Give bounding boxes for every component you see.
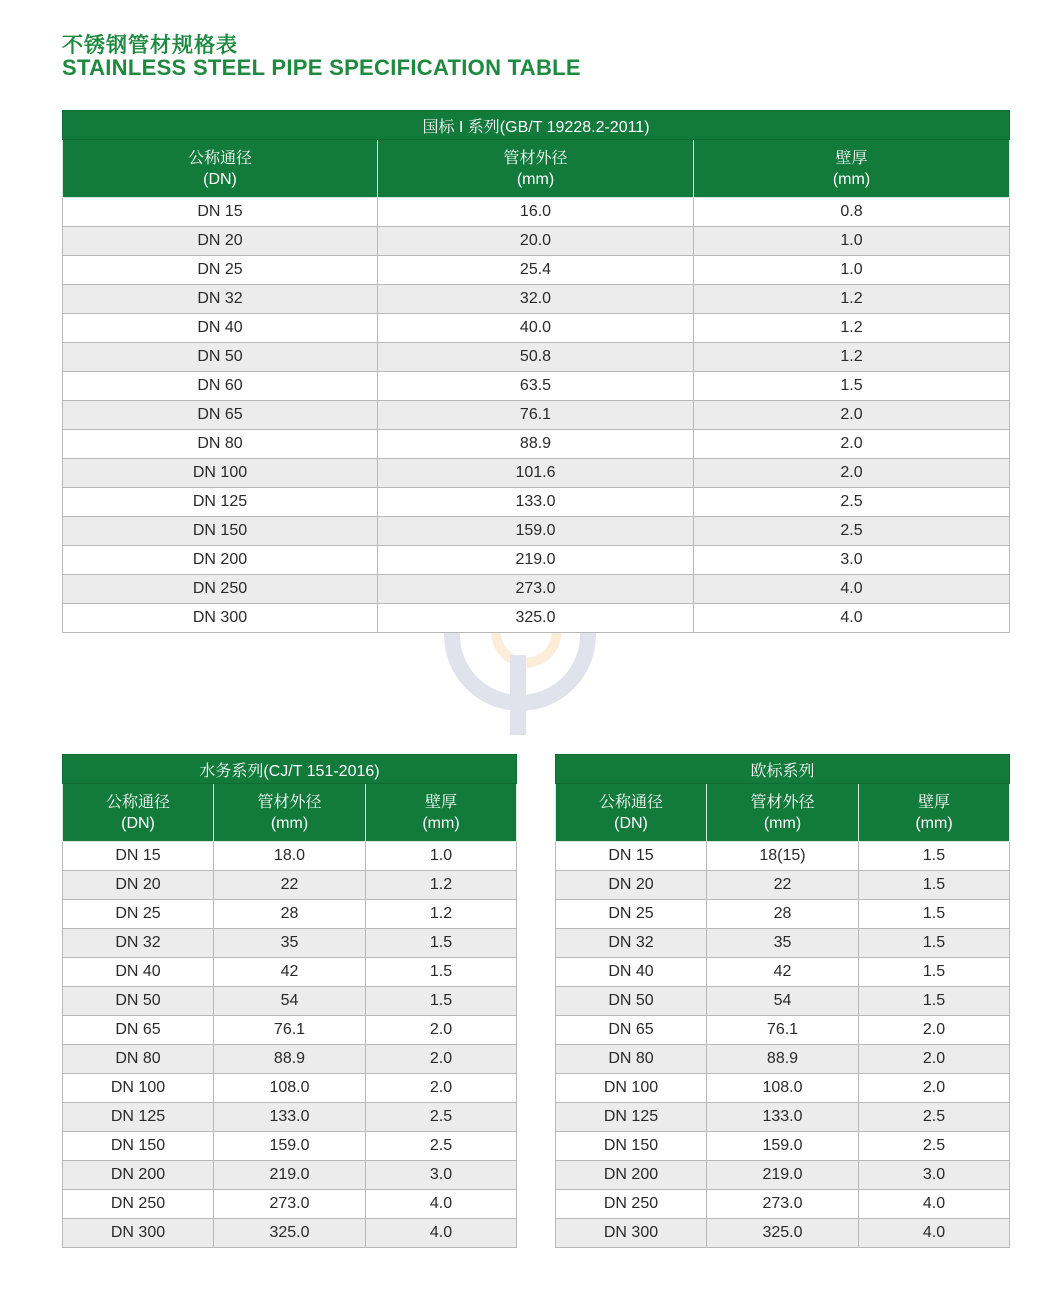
cell-wall-thickness: 4.0: [366, 1219, 517, 1248]
cell-outer-diameter: 54: [214, 987, 366, 1016]
cell-outer-diameter: 25.4: [378, 256, 694, 285]
cell-dn: DN 150: [63, 1132, 214, 1161]
cell-dn: DN 125: [63, 1103, 214, 1132]
cell-wall-thickness: 1.2: [366, 871, 517, 900]
cell-wall-thickness: 1.0: [694, 227, 1010, 256]
cell-outer-diameter: 325.0: [378, 604, 694, 633]
table-row: [63, 227, 1010, 256]
cell-dn: DN 250: [63, 575, 378, 604]
cell-dn: DN 250: [556, 1190, 707, 1219]
table-row: [63, 929, 517, 958]
cell-dn: DN 100: [556, 1074, 707, 1103]
cell-wall-thickness: 1.0: [694, 256, 1010, 285]
cell-wall-thickness: 3.0: [694, 546, 1010, 575]
page-title-en: STAINLESS STEEL PIPE SPECIFICATION TABLE: [62, 55, 581, 80]
cell-outer-diameter: 16.0: [378, 198, 694, 227]
table-row: [63, 488, 1010, 517]
cell-dn: DN 200: [556, 1161, 707, 1190]
cell-dn: DN 150: [556, 1132, 707, 1161]
cell-outer-diameter: 76.1: [707, 1016, 859, 1045]
table-caption: 国标 I 系列(GB/T 19228.2-2011): [63, 111, 1010, 140]
column-header-outer-diameter: 管材外径 (mm): [214, 784, 366, 842]
cell-outer-diameter: 28: [214, 900, 366, 929]
cell-dn: DN 65: [556, 1016, 707, 1045]
table-row: [63, 958, 517, 987]
cell-wall-thickness: 3.0: [366, 1161, 517, 1190]
cell-dn: DN 125: [63, 488, 378, 517]
cj-spec-table: [62, 754, 517, 1248]
cell-outer-diameter: 76.1: [214, 1016, 366, 1045]
table-row: [556, 1219, 1010, 1248]
table-row: [556, 1074, 1010, 1103]
cell-dn: DN 200: [63, 546, 378, 575]
cell-dn: DN 65: [63, 1016, 214, 1045]
column-header-outer-diameter: 管材外径 (mm): [707, 784, 859, 842]
cell-outer-diameter: 325.0: [214, 1219, 366, 1248]
table-row: [63, 987, 517, 1016]
cell-dn: DN 60: [63, 372, 378, 401]
table-row: [63, 575, 1010, 604]
cell-wall-thickness: 2.0: [859, 1016, 1010, 1045]
cell-outer-diameter: 18.0: [214, 842, 366, 871]
cell-wall-thickness: 1.2: [694, 314, 1010, 343]
cell-outer-diameter: 63.5: [378, 372, 694, 401]
cell-wall-thickness: 1.5: [859, 871, 1010, 900]
cell-dn: DN 300: [63, 604, 378, 633]
cell-outer-diameter: 22: [214, 871, 366, 900]
table-row: [556, 900, 1010, 929]
cell-dn: DN 20: [556, 871, 707, 900]
cell-dn: DN 20: [63, 227, 378, 256]
cell-outer-diameter: 273.0: [214, 1190, 366, 1219]
cell-dn: DN 100: [63, 459, 378, 488]
cell-outer-diameter: 35: [214, 929, 366, 958]
cell-outer-diameter: 88.9: [378, 430, 694, 459]
cell-wall-thickness: 1.5: [366, 958, 517, 987]
cell-outer-diameter: 18(15): [707, 842, 859, 871]
table-row: [63, 430, 1010, 459]
cell-wall-thickness: 2.0: [859, 1074, 1010, 1103]
cell-dn: DN 32: [63, 929, 214, 958]
column-header-wall-thickness: 壁厚 (mm): [859, 784, 1010, 842]
cell-dn: DN 25: [556, 900, 707, 929]
table-caption: 水务系列(CJ/T 151-2016): [63, 755, 517, 784]
table-caption: 欧标系列: [556, 755, 1010, 784]
cell-outer-diameter: 133.0: [214, 1103, 366, 1132]
cell-outer-diameter: 54: [707, 987, 859, 1016]
cell-wall-thickness: 1.5: [366, 929, 517, 958]
cell-outer-diameter: 133.0: [707, 1103, 859, 1132]
cell-outer-diameter: 219.0: [378, 546, 694, 575]
cell-dn: DN 32: [63, 285, 378, 314]
cell-outer-diameter: 32.0: [378, 285, 694, 314]
cell-dn: DN 40: [63, 958, 214, 987]
table-row: [63, 285, 1010, 314]
table-row: [556, 1016, 1010, 1045]
cell-outer-diameter: 159.0: [378, 517, 694, 546]
column-header-wall-thickness: 壁厚 (mm): [694, 140, 1010, 198]
cell-outer-diameter: 76.1: [378, 401, 694, 430]
cell-outer-diameter: 88.9: [707, 1045, 859, 1074]
cell-dn: DN 50: [63, 343, 378, 372]
cell-dn: DN 15: [63, 198, 378, 227]
cell-dn: DN 100: [63, 1074, 214, 1103]
column-header-dn: 公称通径 (DN): [63, 140, 378, 198]
cell-wall-thickness: 2.5: [366, 1132, 517, 1161]
page-title-cn: 不锈钢管材规格表: [62, 34, 238, 57]
cell-dn: DN 25: [63, 256, 378, 285]
table-row: [63, 842, 517, 871]
cell-dn: DN 40: [556, 958, 707, 987]
cell-wall-thickness: 2.0: [366, 1074, 517, 1103]
cell-wall-thickness: 1.5: [366, 987, 517, 1016]
cell-outer-diameter: 108.0: [707, 1074, 859, 1103]
table-row: [63, 1074, 517, 1103]
cell-dn: DN 20: [63, 871, 214, 900]
table-row: [556, 1045, 1010, 1074]
cell-wall-thickness: 2.0: [694, 401, 1010, 430]
table-row: [63, 1103, 517, 1132]
cell-outer-diameter: 159.0: [707, 1132, 859, 1161]
cell-wall-thickness: 2.0: [694, 459, 1010, 488]
table-row: [63, 1161, 517, 1190]
cell-wall-thickness: 2.0: [694, 430, 1010, 459]
table-row: [556, 929, 1010, 958]
cell-outer-diameter: 133.0: [378, 488, 694, 517]
column-header-dn: 公称通径 (DN): [63, 784, 214, 842]
cell-dn: DN 50: [556, 987, 707, 1016]
table-row: [63, 871, 517, 900]
eu-spec-table: [555, 754, 1010, 1248]
cell-outer-diameter: 325.0: [707, 1219, 859, 1248]
cell-outer-diameter: 42: [707, 958, 859, 987]
cell-outer-diameter: 22: [707, 871, 859, 900]
table-row: [63, 1219, 517, 1248]
cell-wall-thickness: 4.0: [694, 575, 1010, 604]
cell-wall-thickness: 1.5: [859, 929, 1010, 958]
column-header-wall-thickness: 壁厚 (mm): [366, 784, 517, 842]
cell-dn: DN 150: [63, 517, 378, 546]
table-row: [63, 604, 1010, 633]
table-row: [556, 1132, 1010, 1161]
cell-wall-thickness: 2.5: [694, 517, 1010, 546]
column-header-outer-diameter: 管材外径 (mm): [378, 140, 694, 198]
table-row: [63, 1045, 517, 1074]
cell-wall-thickness: 2.5: [859, 1103, 1010, 1132]
cell-dn: DN 200: [63, 1161, 214, 1190]
cell-dn: DN 32: [556, 929, 707, 958]
cell-outer-diameter: 159.0: [214, 1132, 366, 1161]
table-row: [63, 256, 1010, 285]
table-row: [63, 900, 517, 929]
cell-dn: DN 65: [63, 401, 378, 430]
cell-wall-thickness: 0.8: [694, 198, 1010, 227]
cell-wall-thickness: 1.5: [859, 958, 1010, 987]
cell-outer-diameter: 219.0: [707, 1161, 859, 1190]
cell-wall-thickness: 3.0: [859, 1161, 1010, 1190]
cell-dn: DN 40: [63, 314, 378, 343]
cell-dn: DN 25: [63, 900, 214, 929]
cell-wall-thickness: 4.0: [859, 1219, 1010, 1248]
cell-dn: DN 300: [556, 1219, 707, 1248]
cell-wall-thickness: 4.0: [366, 1190, 517, 1219]
table-row: [63, 372, 1010, 401]
cell-wall-thickness: 1.0: [366, 842, 517, 871]
cell-dn: DN 80: [63, 430, 378, 459]
cell-outer-diameter: 108.0: [214, 1074, 366, 1103]
gb-spec-table: [62, 110, 1010, 633]
cell-wall-thickness: 1.5: [859, 842, 1010, 871]
cell-outer-diameter: 273.0: [378, 575, 694, 604]
table-row: [63, 1016, 517, 1045]
cell-wall-thickness: 2.0: [859, 1045, 1010, 1074]
cell-dn: DN 15: [556, 842, 707, 871]
cell-wall-thickness: 4.0: [859, 1190, 1010, 1219]
cell-wall-thickness: 1.2: [366, 900, 517, 929]
cell-wall-thickness: 1.2: [694, 343, 1010, 372]
table-row: [63, 459, 1010, 488]
cell-wall-thickness: 1.5: [859, 900, 1010, 929]
cell-outer-diameter: 273.0: [707, 1190, 859, 1219]
table-row: [556, 871, 1010, 900]
table-row: [63, 314, 1010, 343]
cell-wall-thickness: 1.5: [694, 372, 1010, 401]
cell-dn: DN 80: [63, 1045, 214, 1074]
cell-dn: DN 300: [63, 1219, 214, 1248]
table-row: [556, 1161, 1010, 1190]
cell-wall-thickness: 2.5: [366, 1103, 517, 1132]
column-header-dn: 公称通径 (DN): [556, 784, 707, 842]
cell-outer-diameter: 28: [707, 900, 859, 929]
table-row: [63, 343, 1010, 372]
cell-dn: DN 50: [63, 987, 214, 1016]
cell-wall-thickness: 2.5: [694, 488, 1010, 517]
table-row: [63, 517, 1010, 546]
cell-wall-thickness: 1.5: [859, 987, 1010, 1016]
cell-wall-thickness: 1.2: [694, 285, 1010, 314]
table-row: [63, 401, 1010, 430]
table-row: [556, 987, 1010, 1016]
table-row: [63, 198, 1010, 227]
cell-wall-thickness: 2.5: [859, 1132, 1010, 1161]
table-row: [63, 1190, 517, 1219]
cell-dn: DN 15: [63, 842, 214, 871]
cell-outer-diameter: 20.0: [378, 227, 694, 256]
cell-dn: DN 80: [556, 1045, 707, 1074]
cell-dn: DN 250: [63, 1190, 214, 1219]
cell-outer-diameter: 42: [214, 958, 366, 987]
table-row: [556, 958, 1010, 987]
cell-outer-diameter: 219.0: [214, 1161, 366, 1190]
table-row: [556, 1103, 1010, 1132]
cell-wall-thickness: 2.0: [366, 1045, 517, 1074]
table-row: [63, 546, 1010, 575]
cell-outer-diameter: 40.0: [378, 314, 694, 343]
cell-wall-thickness: 4.0: [694, 604, 1010, 633]
cell-outer-diameter: 35: [707, 929, 859, 958]
cell-outer-diameter: 101.6: [378, 459, 694, 488]
cell-dn: DN 125: [556, 1103, 707, 1132]
cell-outer-diameter: 50.8: [378, 343, 694, 372]
cell-outer-diameter: 88.9: [214, 1045, 366, 1074]
table-row: [556, 842, 1010, 871]
cell-wall-thickness: 2.0: [366, 1016, 517, 1045]
table-row: [556, 1190, 1010, 1219]
table-row: [63, 1132, 517, 1161]
